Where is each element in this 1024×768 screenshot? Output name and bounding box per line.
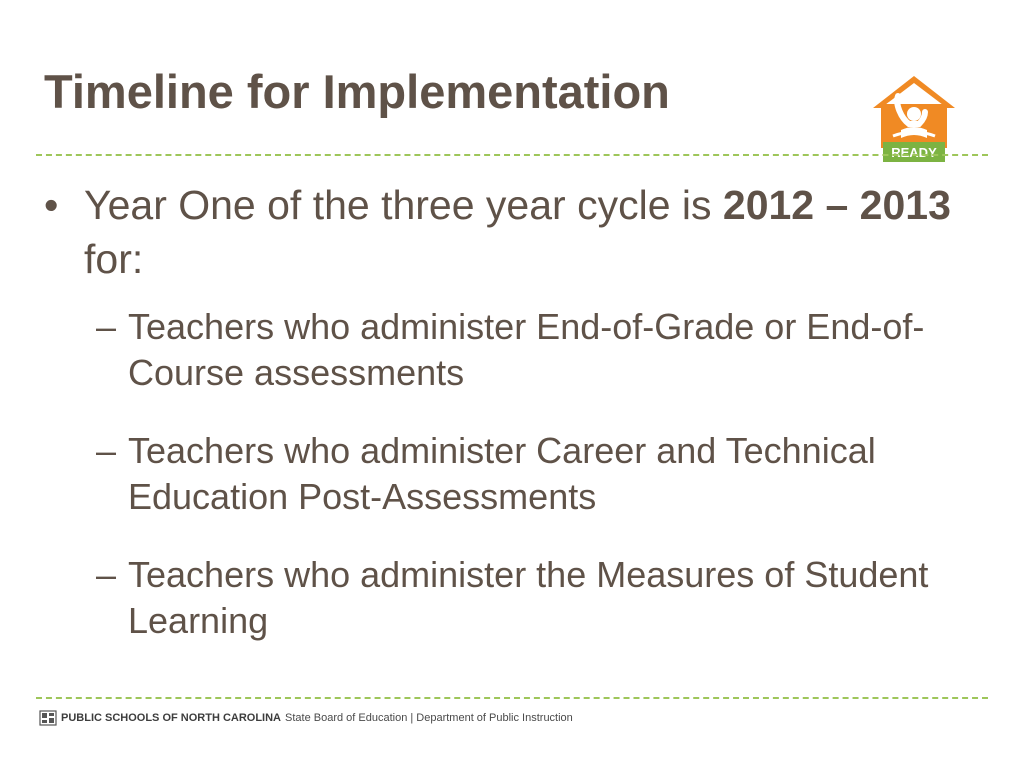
ready-logo — [871, 74, 957, 166]
sub-bullet-text: Teachers who administer Career and Technical Education Post-Assessments — [128, 430, 876, 517]
footer-organization: PUBLIC SCHOOLS OF NORTH CAROLINA — [61, 712, 281, 724]
footer-details: State Board of Education | Department of Public Instruction — [285, 712, 573, 724]
top-divider — [36, 154, 988, 156]
sub-bullet-list — [44, 304, 984, 644]
bottom-divider — [36, 697, 988, 699]
ready-logo-graphic — [871, 74, 957, 166]
slide-title: Timeline for Implementation — [44, 65, 670, 118]
footer — [39, 709, 573, 727]
sub-bullet-marker: – — [96, 554, 117, 595]
slide-body — [44, 178, 984, 676]
sub-bullet-text: Teachers who administer End-of-Grade or End-of-Course assessments — [128, 306, 925, 393]
sub-bullet-item — [44, 304, 978, 396]
sub-bullet-text: Teachers who administer the Measures of Student Learning — [128, 554, 929, 641]
main-bullet-text: Year One of the three year cycle is — [84, 182, 723, 228]
sub-bullet-marker: – — [96, 306, 117, 347]
main-bullet-years: 2012 – 2013 — [722, 182, 951, 228]
bullet-marker: • — [44, 182, 59, 228]
sub-bullet-item — [44, 428, 978, 520]
main-bullet-suffix: for: — [84, 236, 144, 282]
sub-bullet-marker: – — [96, 430, 117, 471]
ready-logo-label: READY — [891, 145, 937, 160]
state-seal-icon — [39, 709, 57, 727]
main-bullet — [44, 178, 984, 286]
sub-bullet-item — [44, 552, 978, 644]
